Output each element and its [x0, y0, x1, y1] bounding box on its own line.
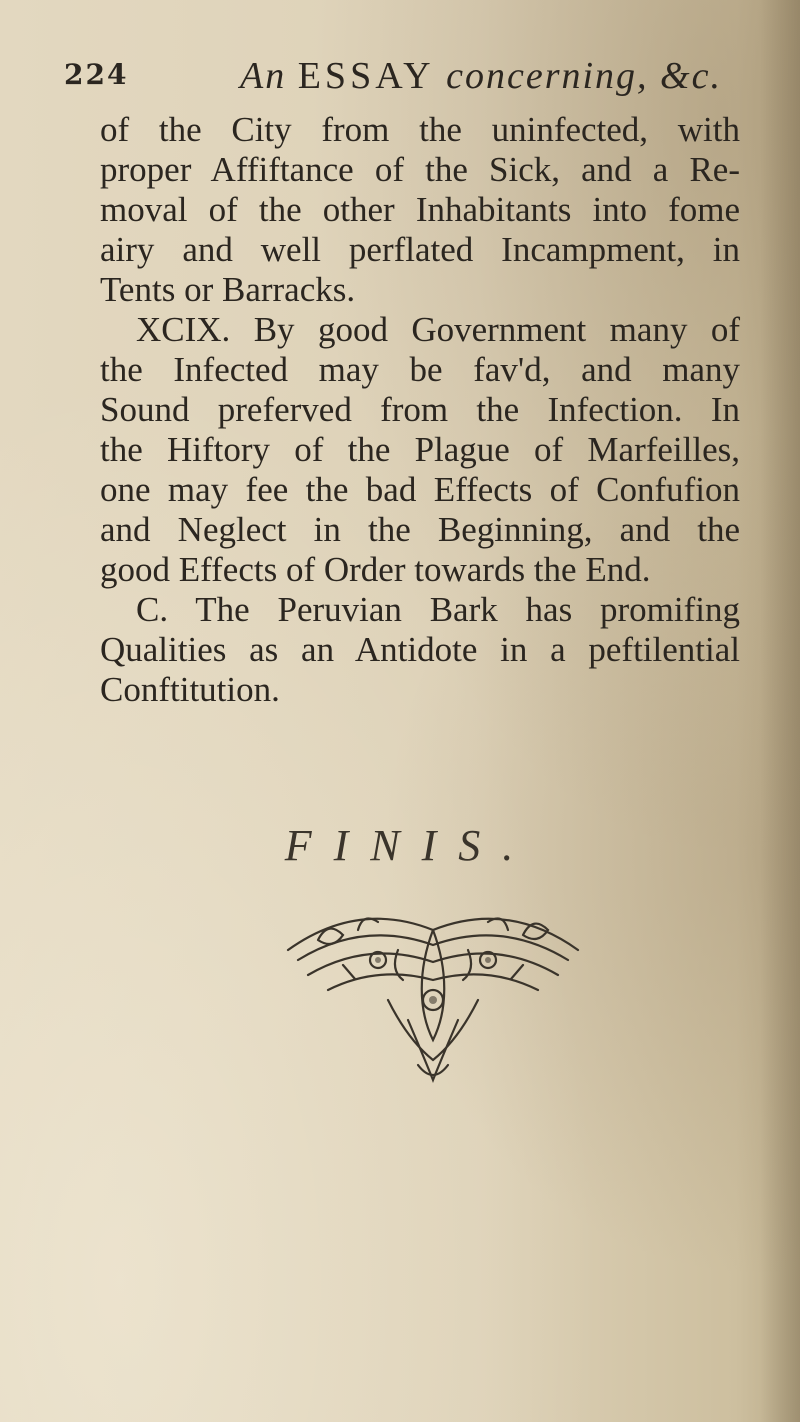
text-line: Tents or Barracks.: [100, 270, 356, 309]
text-line: Qualities as an Antidote in a peftilential: [100, 630, 740, 669]
floral-tailpiece-icon: [268, 890, 598, 1100]
text-line: the Infected may be fav'd, and many: [100, 350, 740, 389]
text-line: Conftitution.: [100, 670, 280, 709]
running-head-suffix: concerning, &c.: [446, 55, 722, 97]
text-line: the Hiftory of the Plague of Marfeilles,: [100, 430, 740, 469]
text-line: Sound preferved from the Infection. In: [100, 390, 740, 429]
text-line: proper Affiftance of the Sick, and a Re-: [100, 150, 740, 189]
page-header: [64, 54, 724, 104]
paragraph-c: [100, 590, 740, 710]
body-text: [100, 110, 740, 710]
page-edge-shadow: [760, 0, 800, 1422]
paragraph-xcix: [100, 310, 740, 590]
text-line: moval of the other Inhabitants into fome: [100, 190, 740, 229]
page-number: 224: [64, 58, 129, 91]
running-head-prefix: An: [240, 55, 287, 97]
paragraph-continuation: [100, 110, 740, 310]
text-line: and Neglect in the Beginning, and the: [100, 510, 740, 549]
text-line: C. The Peruvian Bark has promifing: [136, 590, 740, 629]
text-line: of the City from the uninfected, with: [100, 110, 740, 149]
text-line: one may fee the bad Effects of Confufion: [100, 470, 740, 509]
finis-label: FINIS.: [284, 821, 536, 870]
running-head: [240, 54, 722, 98]
running-head-caps: ESSAY: [297, 55, 435, 97]
text-line: airy and well perflated Incampment, in: [100, 230, 740, 269]
text-line: XCIX. By good Government many of: [136, 310, 740, 349]
text-line: good Effects of Order towards the End.: [100, 550, 651, 589]
